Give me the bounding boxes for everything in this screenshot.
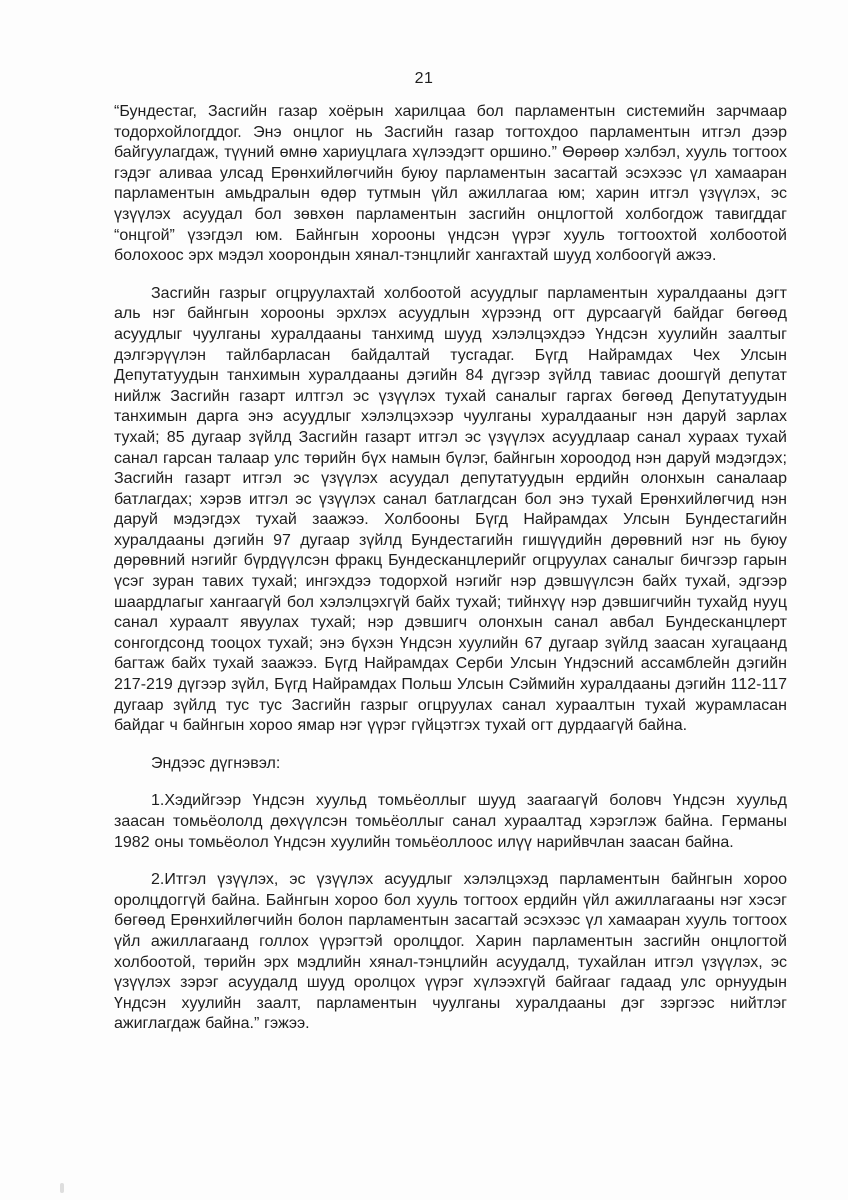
paragraph-procedures: Засгийн газрыг огцруулахтай холбоотой асуудлыг парламентын хуралдааны дэгт аль нэг байнгын хорооны эрхлэх асуудлын хүрээнд огт дурсаагүй байдаг бөгөөд асуудлыг чуулганы хуралдааны танхимд шууд хэлэлцэхдээ Үндсэн хуулийн заалтыг дэлгэрүүлэн тайлбарласан байдалтай тусгадаг. Бүгд Найрамдах Чех Улсын Депутатуудын танхимын хуралдааны дэгийн 84 дүгээр зүйлд тавиас доошгүй депутат нийлж Засгийн газарт илтгэл эс үзүүлэх тухай саналыг гаргах бөгөөд Депутатуудын танхимын дарга энэ асуудлыг хэлэлцэхээр чуулганы хуралдааныг нэн даруй зарлах тухай; 85 дугаар зүйлд Засгийн газарт итгэл эс үзүүлэх асуудлаар санал хураах тухай санал гарсан талаар улс төрийн бүх намын бүлэг, байнгын хороодод нэн даруй мэдэгдэх; Засгийн газарт итгэл эс үзүүлэх асуудал депутатуудын ердийн олонхын саналаар батлагдах; хэрэв итгэл эс үзүүлэх санал батлагдсан бол энэ тухай Ерөнхийлөгчид нэн даруй мэдэгдэх тухай заажээ. Холбооны Бүгд Найрамдах Улсын Бундестагийн хуралдааны дэгийн 97 дугаар зүйлд Бундестагийн гишүүдийн дөрөвний нэг нь буюу дөрөвний нэгийг бүрдүүлсэн фракц Бундесканцлерийг огцруулах саналыг бичгээр гарын үсэг зуран тавих тухай; ингэхдээ тодорхой нэгийг нэр дэвшүүлсэн байх тухай, эдгээр шаардлагыг хангаагүй бол хэлэлцэхгүй байх тухай; тийнхүү нэр дэвшигчийн тухайд нууц санал хураалт явуулах тухай; нэр дэвшигч олонхын санал авбал Бундесканцлерт сонгогдсонд тооцох тухай; энэ бүхэн Үндсэн хуулийн 67 дугаар зүйлд заасан хугацаанд багтаж байх тухай заажээ. Бүгд Найрамдах Серби Улсын Үндэсний ассамблейн дэгийн 217-219 дүгээр зүйл, Бүгд Найрамдах Польш Улсын Сэймийн хуралдааны дэгийн 112-117 дугаар зүйлд тус тус Засгийн газрыг огцруулах санал хураалтын тухай журамласан байдаг ч байнгын хороо ямар нэг үүрэг гүйцэтгэх тухай огт дурдаагүй байна. (114, 284, 787, 735)
paragraph-intro-quote: “Бундестаг, Засгийн газар хоёрын харилцаа бол парламентын системийн зарчмаар тодорхойлогддог. Энэ онцлог нь Засгийн газар тогтохдоо парламентын итгэл дээр байгуулагдаж, түүний өмнө хариуцлага хүлээдэгт оршино.” Өөрөөр хэлбэл, хууль тогтоох гэдэг аливаа улсад Ерөнхийлөгчийн буюу парламентын засагтай эсэхээс үл хамааран парламентын амьдралын өдөр тутмын үйл ажиллагаа юм; харин итгэл үзүүлэх, эс үзүүлэх асуудал бол зөвхөн парламентын засгийн онцлогтой холбогдож тавигддаг “онцгой” үзэгдэл юм. Байнгын хорооны үндсэн үүрэг хууль тогтоохтой холбоотой болохоос эрх мэдэл хоорондын хянал-тэнцлийг хангахтай шууд холбоогүй ажээ. (114, 103, 787, 265)
document-text-block (114, 102, 787, 1052)
conclusion-heading: Эндээс дүгнэвэл: (151, 754, 281, 772)
page-number: 21 (414, 70, 434, 87)
conclusion-item-2: 2.Итгэл үзүүлэх, эс үзүүлэх асуудлыг хэлэлцэхэд парламентын байнгын хороо оролцдоггүй байна. Байнгын хороо бол хууль тогтоох ердийн үйл ажиллагааны нэг хэсэг бөгөөд Ерөнхийлөгчийн болон парламентын засагтай эсэхээс үл хамааран хууль тогтоох үйл ажиллагаанд голлох үүрэгтэй оролцдог. Харин парламентын засгийн онцлогтой холбоотой, төрийн эрх мэдлийн хянал-тэнцлийн асуудалд, тухайлан итгэл үзүүлэх, эс үзүүлэх зэрэг асуудалд шууд оролцох үүрэг хүлээхгүй байгааг гадаад улс орнуудын Үндсэн хуулийн заалт, парламентын чуулганы хуралдааны дэг зэргээс нийтлэг ажиглагдаж байна.” гэжээ. (114, 871, 787, 1033)
scan-artifact-mark (60, 1183, 64, 1193)
conclusion-item-1: 1.Хэдийгээр Үндсэн хуульд томьёоллыг шууд заагаагүй боловч Үндсэн хуульд заасан томьёололд дөхүүлсэн томьёоллыг санал хураалтад хэрэглэж байна. Германы 1982 оны томьёолол Үндсэн хуулийн томьёоллоос илүү нарийвчлан заасан байна. (114, 792, 787, 851)
